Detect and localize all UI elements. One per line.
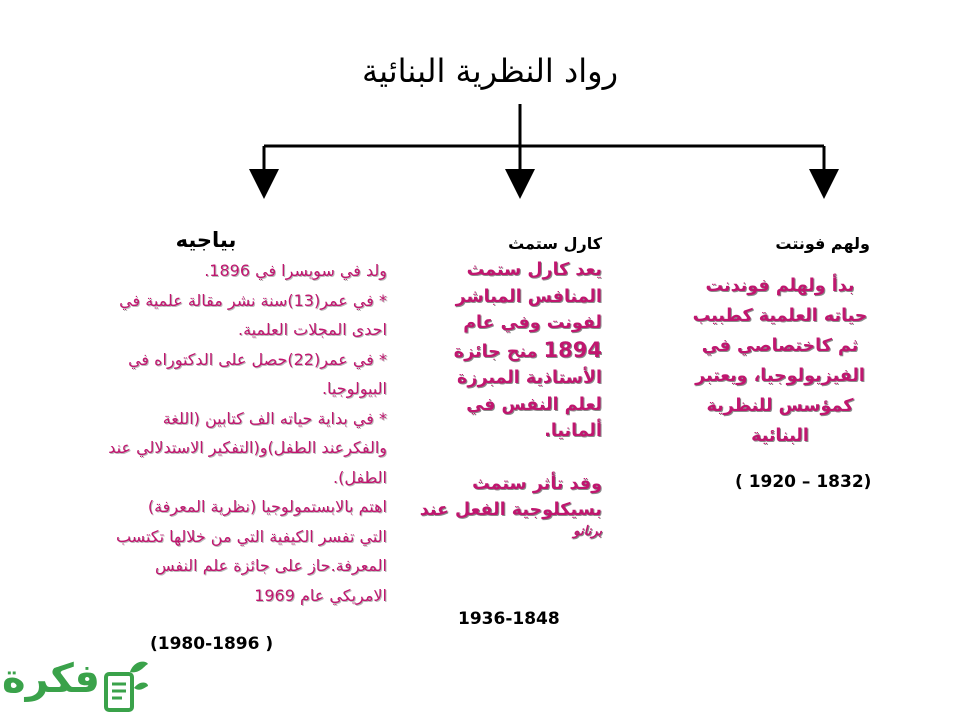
piaget-bio-line: الامريكي عام 1969 — [254, 585, 387, 605]
stumpf-bio-year: 1894 — [543, 337, 602, 362]
wundt-name: ولهم فونتت — [775, 234, 870, 253]
piaget-bio-line: * في بداية حياته الف كتابين (اللغة — [162, 408, 387, 428]
piaget-bio-line: المعرفة.حاز على جائزة علم النفس — [154, 556, 387, 575]
wundt-bio-line: البنائية — [751, 426, 809, 446]
page-title: رواد النظرية البنائية — [361, 52, 619, 90]
stumpf-bio2-line: وقد تأثر ستمث — [472, 473, 602, 494]
book-leaf-icon — [100, 658, 150, 718]
wundt-bio-line: بدأ ولهلم فوندنت — [705, 276, 855, 296]
stumpf-bio-line: المنافس المباشر — [455, 286, 602, 307]
piaget-dates: (1980-1896 ) — [150, 634, 274, 654]
stumpf-bio2-line: بسيكلوجية الفعل عند — [419, 500, 602, 520]
stumpf-bio-line: الأستاذية المبرزة — [457, 368, 602, 388]
piaget-bio — [55, 256, 387, 610]
logo-text: فكرة — [2, 656, 100, 702]
stumpf-bio — [416, 257, 602, 445]
site-logo — [0, 654, 160, 720]
wundt-bio-line: كمؤسس للنظرية — [706, 396, 854, 416]
piaget-bio-line: الطفل). — [333, 467, 387, 487]
piaget-name: بياجيه — [175, 228, 237, 252]
wundt-bio-line: الفيزيولوجيا، ويعتبر — [695, 366, 865, 386]
piaget-bio-line: التي تفسر الكيفية التي من خلالها تكتسب — [115, 526, 387, 546]
wundt-dates: ( 1920 – 1832) — [735, 472, 872, 492]
wundt-column — [690, 234, 870, 451]
stumpf-bio-line: لفونت وفي عام — [463, 313, 602, 333]
piaget-bio-line: اهتم بالابستمولوجيا (نظرية المعرفة) — [147, 497, 387, 516]
wundt-bio-line: حياته العلمية كطبيب — [692, 306, 868, 326]
piaget-bio-line: * في عمر(22)حصل على الدكتوراه في — [128, 349, 387, 369]
stumpf-bio-influence — [416, 471, 602, 540]
stumpf-bio-year-tail: منح جائزة — [453, 341, 538, 362]
stumpf-name: كارل ستمث — [508, 234, 602, 253]
stumpf-bio-line: يعد كارل ستمث — [466, 260, 602, 280]
stumpf-dates: 1936-1848 — [458, 609, 560, 629]
piaget-bio-line: احدى المجلات العلمية. — [237, 320, 387, 339]
piaget-bio-line: البيولوجيا. — [321, 379, 387, 398]
piaget-column — [55, 228, 387, 610]
stumpf-bio-line: ألمانيا. — [544, 421, 602, 441]
piaget-bio-line: والفكرعند الطفل)و(التفكير الاستدلالي عند — [108, 438, 387, 457]
stumpf-column — [416, 234, 602, 540]
stumpf-bio-line: لعلم النفس في — [466, 394, 602, 415]
wundt-bio — [690, 271, 870, 451]
piaget-bio-line: * في عمر(13)سنة نشر مقالة علمية في — [119, 290, 387, 310]
piaget-bio-line: ولد في سويسرا في 1896. — [204, 261, 387, 280]
wundt-bio-line: ثم كاختصاصي في — [701, 336, 859, 356]
stumpf-bio2-tail: برنانو — [573, 523, 602, 539]
stumpf-bio-line — [416, 337, 602, 366]
